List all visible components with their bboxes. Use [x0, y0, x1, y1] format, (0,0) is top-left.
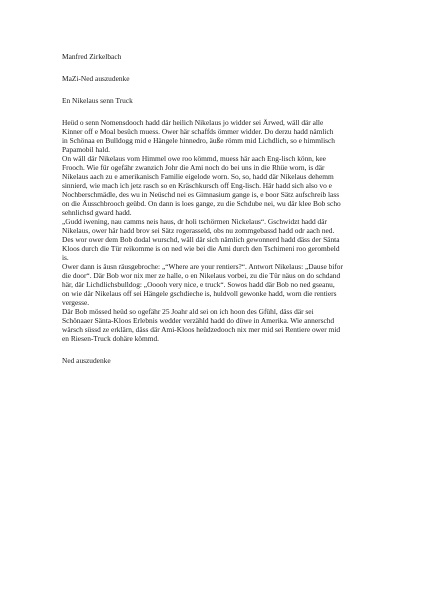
- paragraph-3: [62, 217, 370, 262]
- paragraph-2: [62, 154, 370, 217]
- text-line: Frooch. Wie für ogefähr zwanzich Johr die Ami noch do bei uns in die Rhüe worn, is där: [62, 163, 325, 172]
- text-line: Nochberschmädle, des wu in Neüschd nei es Gimnasium gange is, e boor Sätz aufschreib lass: [62, 190, 340, 199]
- text-line: „Gudd iwening, nau camms neis haus, dr holi tschörmen Nickelaus“. Gschwidzt hadd där: [62, 217, 327, 226]
- text-line: Nikelaus, ower här hadd brov sei Sätz rogerasseld, obs nu zommgebassd hadd odr aach ned.: [62, 226, 335, 235]
- author-name: Manfred Zirkelbach: [62, 52, 122, 61]
- text-line: sehnlichsd gward hadd.: [62, 208, 132, 217]
- text-line: Des wor ower dem Bob dodal wurschd, wäll där sich nämlich gewonnerd hadd däss der Sänta: [62, 235, 340, 244]
- text-line: Där Bob mössed heüd so ogefähr 25 Joahr ald sei on ich hoon des Gfühl, däss där sei: [62, 307, 314, 316]
- text-line: Ower dann is äusn räusgebroche: „“Where are your rentiers?“. Antwort Nikelaus: „Dause bifor: [62, 262, 343, 271]
- text-line: wärsch süssd ze erklärn, däss där Ami-Kloos heüdzedooch nix mer mid sei Rentiere ower mid: [62, 325, 341, 334]
- text-line: Nikelaus aach zu e amerikanisch Familie eigelode worn. So, so, hadd där Nikelaus dehemm: [62, 172, 334, 181]
- text-line: här, där Lichdlichsbulldog: „Ooooh very nice, e truck“. Sowos hadd där Bob no ned gseanu,: [62, 280, 335, 289]
- text-line: die door“. Där Bob wor nix mer ze halle, o en Nikelaus vorbei, zu die Tür näus on do schdand: [62, 271, 341, 280]
- text-line: Kinner off e Moal besüch muess. Ower här schaffds ömmer widder. Do derzu hadd nämlich: [62, 127, 334, 136]
- paragraph-5: [62, 307, 370, 343]
- story-title: En Nikelaus senn Truck: [62, 96, 133, 105]
- text-line: on wie där Nikelaus off sei Hängele gschdieche is, huldvoll gewonke hadd, worn die rentiers: [62, 289, 337, 298]
- text-line: Heüd o senn Nomensdooch hadd där heilich Nikelaus jo widder sei Ärwed, wäll där alle: [62, 118, 324, 127]
- closing-line: Ned auszudenke: [62, 356, 111, 365]
- text-line: on die Äusschbrooch geübd. On dann is loes gange, zu die Schdube nei, wu där klee Bob scho: [62, 199, 341, 208]
- text-line: in Schönaa en Bulldogg mid e Hängele hinnedro, äuße römm mid Lichdlich, so e himmlisch: [62, 136, 335, 145]
- text-line: Schönaaer Sänta-Kloos Erlebnis wedder verzähld hadd do düwe in Amerika. Wie annerschd: [62, 316, 335, 325]
- text-line: is.: [62, 253, 69, 262]
- text-line: Kloos durch die Tür reikomme is on ned wie bei die Ami durch den Tschimeni roo gerombeld: [62, 244, 340, 253]
- text-line: en Riesen-Truck dohäre kömmd.: [62, 334, 160, 343]
- text-line: Papamobil hald.: [62, 145, 111, 154]
- paragraph-1: [62, 118, 370, 154]
- document-page: [62, 52, 370, 365]
- text-line: vergesse.: [62, 298, 90, 307]
- paragraph-4: [62, 262, 370, 307]
- text-line: sinnierd, wie mach ich jetz rasch so en Kräschkursch off Eng-lisch. Här hadd sich also vo e: [62, 181, 332, 190]
- series-name: MaZi-Ned auszudenke: [62, 74, 130, 83]
- text-line: On wäll där Nikelaus vom Himmel owe roo kömmd, muess här aach Eng-lisch könn, kee: [62, 154, 326, 163]
